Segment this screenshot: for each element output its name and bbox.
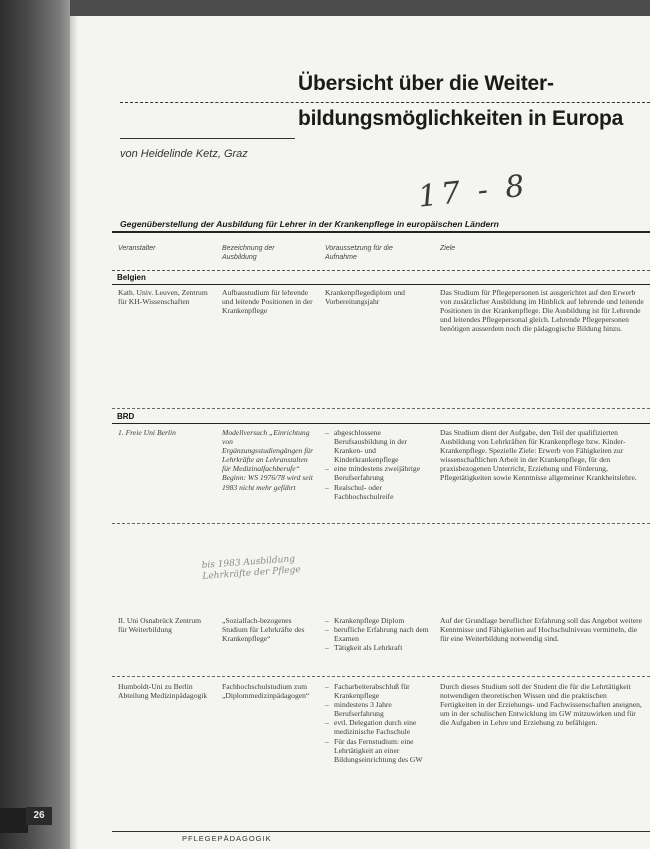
requirement-item: Krankenpflegediplom und Vorbereitungsjahr xyxy=(325,288,405,307)
title-dashed-rule xyxy=(120,102,650,103)
requirement-item: – eine mindestens zweijährige Berufserfahrung xyxy=(325,464,430,482)
requirement-item: – Für das Fernstudium: eine Lehrtätigkeit an einer Bildungseinrichtung des GW xyxy=(325,737,430,764)
page-number: 26 xyxy=(26,807,52,825)
brd-row3-organizer: Humboldt-Uni zu Berlin Abteilung Medizinpädagogik xyxy=(118,682,208,701)
country-belgien: Belgien xyxy=(117,273,146,282)
row-dashed-rule xyxy=(112,523,650,524)
page-marker xyxy=(0,808,28,833)
title-solid-rule xyxy=(120,138,295,139)
author-line: von Heidelinde Ketz, Graz xyxy=(120,148,248,160)
column-header-goals: Ziele xyxy=(440,245,456,252)
brd-row1-program-name: Modellversuch „Einrichtung von Ergänzungsstudiengängen für Lehrkräfte an Lehranstalten für Medizinalfachberufe“ Beginn: WS 1976/78 wird seit 1983 nicht mehr geführt xyxy=(222,428,314,492)
column-header-requirements: Voraussetzung für die Aufnahme xyxy=(325,245,393,261)
requirement-item: – Tätigkeit als Lehrkraft xyxy=(325,643,430,652)
section-dashed-rule xyxy=(112,408,650,409)
scan-border-left xyxy=(0,0,70,849)
handwritten-note: 17 - 8 xyxy=(416,168,531,215)
column-header-name: Bezeichnung der Ausbildung xyxy=(222,245,275,261)
page-shadow xyxy=(70,16,78,849)
brd-row2-program-name: „Sozialfach-bezogenes Studium für Lehrkräfte des Krankenpflege“ xyxy=(222,616,305,644)
table-top-rule xyxy=(112,231,650,233)
brd-row2-organizer: II. Uni Osnabrück Zentrum für Weiterbildung xyxy=(118,616,202,635)
belgien-program-name: Aufbaustudium für lehrende und leitende Positionen in der Krankenpflege xyxy=(222,288,313,316)
brd-row1-requirements xyxy=(325,428,430,501)
row-dashed-rule xyxy=(112,676,650,677)
brd-row2-goals: Auf der Grundlage beruflicher Erfahrung soll das Angebot weitere Kenntnisse und Fähigkeiten auf Hochschulniveau vermitteln, die für eine Weiterbildung notwendig sind. xyxy=(440,616,643,644)
requirement-item: – Realschul- oder Fachhochschulreife xyxy=(325,483,430,501)
requirement-item: – evtl. Delegation durch eine medizinische Fachschule xyxy=(325,718,430,736)
title-line-1: Übersicht über die Weiter- xyxy=(298,72,554,95)
country-rule-brd xyxy=(112,423,650,424)
requirement-item: – abgeschlossene Berufsausbildung in der Kranken- und Kinderkrankenpflege xyxy=(325,428,430,464)
pencil-annotation: bis 1983 Ausbildung Lehrkräfte der Pflege xyxy=(201,554,302,582)
footer-rule xyxy=(112,831,650,832)
column-header-organizer: Veranstalter xyxy=(118,245,156,252)
document-page xyxy=(70,16,650,849)
country-rule-belgien xyxy=(112,284,650,285)
belgien-goals: Das Studium für Pflegepersonen ist ausgerichtet auf den Erwerb von zusätzlicher Ausbildung im Hinblick auf lehrende und leitende Positionen in der Krankenpflege. Die Ausbildung ist für Lehrende und leitendes Pflegepersonal gleich. Lehrende Pflegepersonen benötigen ausserdem noch die pädagogische Bildung hinzu. xyxy=(440,288,644,334)
requirement-item: – Facharbeiterabschluß für Krankenpflege xyxy=(325,682,430,700)
brd-row1-organizer: 1. Freie Uni Berlin xyxy=(118,428,176,437)
table-title: Gegenüberstellung der Ausbildung für Lehrer in der Krankenpflege in europäischen Ländern xyxy=(120,219,499,229)
brd-row3-program-name: Fachhochschulstudium zum „Diplommedizinpädagogen“ xyxy=(222,682,310,701)
brd-row1-goals: Das Studium dient der Aufgabe, den Teil der qualifizierten Ausbildung von Lehrkräften für Krankenpflege bzw. Kinder-Krankenpflege. Spezielle Ziele: Erwerb von Fähigkeiten zur wissenschaftlichen Arbeit in der Krankenpflege, für den praxisbezogenen Unterricht, Erziehung und Förderung, Pflegetätigkeiten sowie Kenntnisse allgemeiner Krankheitslehre. xyxy=(440,428,637,483)
title-line-2: bildungsmöglichkeiten in Europa xyxy=(298,107,624,130)
requirement-item: – mindestens 3 Jahre Berufserfahrung xyxy=(325,700,430,718)
country-brd: BRD xyxy=(117,412,135,421)
belgien-organizer: Kath. Univ. Leuven, Zentrum für KH-Wissenschaften xyxy=(118,288,208,307)
brd-row3-goals: Durch dieses Studium soll der Student die für die Lehrtätigkeit notwendigen theoretischen Wissen und die praktischen Fertigkeiten in der Erziehungs- und Fachwissenschaften aneignen, um in der schulischen Entwicklung im GW mitzuwirken und für die Aufgaben in Lehre und Erziehung zu befähigen. xyxy=(440,682,642,728)
requirement-item: – Krankenpflege Diplom xyxy=(325,616,430,625)
brd-row2-requirements xyxy=(325,616,430,652)
belgien-requirements xyxy=(325,288,430,306)
brd-row3-requirements xyxy=(325,682,430,764)
header-dashed-rule xyxy=(112,270,650,271)
journal-name: PFLEGEPÄDAGOGIK xyxy=(182,834,272,843)
requirement-item: – berufliche Erfahrung nach dem Examen xyxy=(325,625,430,643)
